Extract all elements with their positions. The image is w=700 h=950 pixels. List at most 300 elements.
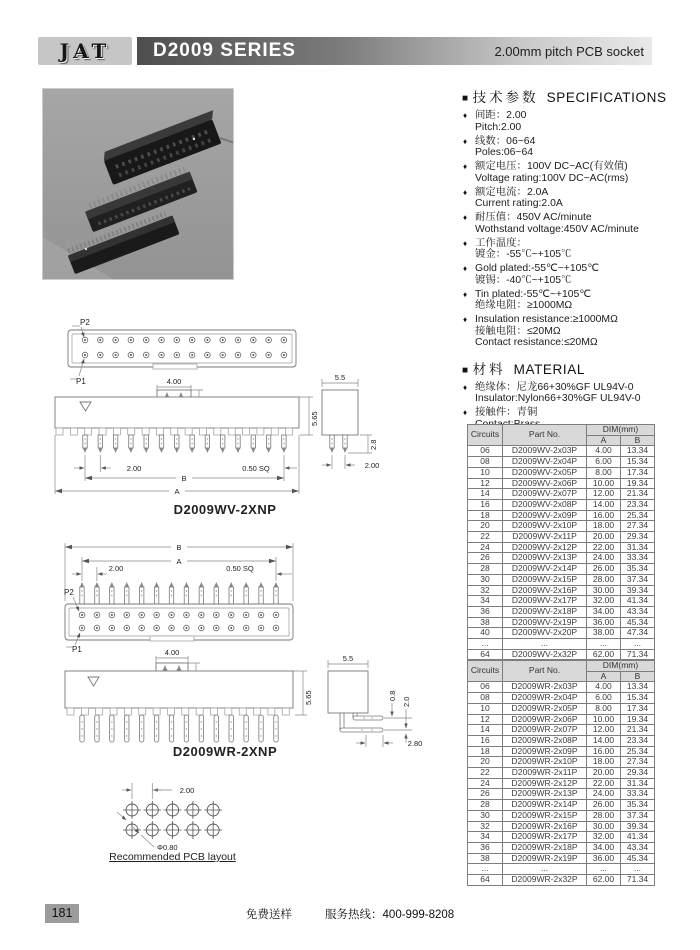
spec-line-text: Contact resistance:≤20MΩ (475, 337, 598, 348)
spec-line (462, 147, 696, 159)
table-cell: 34 (468, 832, 503, 843)
dim-key-width: 4.00 (164, 648, 180, 657)
pin2-label: P2 (80, 318, 90, 327)
col-header-dim: DIM(mm) (587, 661, 655, 672)
table-cell: 06 (468, 446, 503, 457)
dim-body-height: 5.65 (310, 411, 319, 426)
spec-line-text: 工作温度： (475, 237, 527, 249)
spec-line-text: 绝缘电阻：≥1000MΩ (475, 300, 573, 311)
spec-line-text: 接触件：青铜 (475, 407, 538, 418)
table-cell: D2009WV-2x11P (503, 532, 587, 543)
table-cell: D2009WV-2x32P (503, 649, 587, 660)
table-cell: 16.00 (587, 510, 621, 521)
dim-pitch: 2.00 (126, 464, 142, 473)
table-cell: 14.00 (587, 735, 621, 746)
table-cell: 24.00 (587, 553, 621, 564)
table-cell: D2009WR-2x06P (503, 714, 587, 725)
table-cell: 13.34 (621, 446, 655, 457)
table-cell: 10 (468, 467, 503, 478)
material-list (462, 382, 696, 431)
spec-line (462, 187, 696, 199)
diamond-bullet-icon: ♦ (463, 136, 468, 146)
table-cell: D2009WR-2x10P (503, 757, 587, 768)
table-cell: 39.34 (621, 821, 655, 832)
table-cell: 64 (468, 649, 503, 660)
table-cell: 16.00 (587, 746, 621, 757)
table-cell: 33.34 (621, 789, 655, 800)
table-cell: 25.34 (621, 510, 655, 521)
table-cell: ... (587, 639, 621, 650)
table-cell: 27.34 (621, 521, 655, 532)
table-cell: D2009WR-2x32P (503, 875, 587, 886)
table-cell: 31.34 (621, 778, 655, 789)
table-cell: 71.34 (621, 875, 655, 886)
table-cell: 47.34 (621, 628, 655, 639)
brand-logo (38, 37, 132, 65)
table-cell: D2009WR-2x12P (503, 778, 587, 789)
table-cell: 10.00 (587, 478, 621, 489)
spec-line (462, 249, 696, 261)
dim-pin-thickness: 0.8 (388, 690, 397, 701)
spec-line (462, 289, 696, 301)
table-cell: 32 (468, 585, 503, 596)
table-cell: 12.00 (587, 489, 621, 500)
table-cell: 19.34 (621, 714, 655, 725)
table-row (468, 757, 655, 768)
table-cell: 62.00 (587, 649, 621, 660)
table-cell: 45.34 (621, 853, 655, 864)
dim-side-width: 5.5 (334, 373, 346, 382)
pin1-label: P1 (72, 645, 82, 654)
dim-hole-diameter: Φ0.80 (157, 843, 178, 852)
spec-line-text: Wothstand voltage:450V AC/minute (475, 223, 639, 235)
table-cell: D2009WV-2x13P (503, 553, 587, 564)
table-row (468, 532, 655, 543)
square-bullet-icon: ■ (462, 364, 469, 376)
table-cell: 41.34 (621, 832, 655, 843)
table-row (468, 628, 655, 639)
series-title-bar (137, 37, 652, 65)
table-cell: ... (503, 639, 587, 650)
dim-a: A (176, 557, 182, 566)
series-title: D2009 SERIES (153, 40, 296, 61)
spec-line-text: Gold plated:-55℃~+105℃ (475, 263, 599, 274)
spec-line-text: 额定电压：100V DC~AC(有效值) (475, 161, 628, 172)
table-cell: D2009WR-2x19P (503, 853, 587, 864)
table-cell: 26.00 (587, 800, 621, 811)
spec-line (462, 173, 696, 185)
table-cell: 12 (468, 478, 503, 489)
spec-line-text: 接触电阻：≤20MΩ (475, 325, 561, 337)
part-label-wv: D2009WV-2XNP (173, 502, 277, 517)
table-cell: 28 (468, 800, 503, 811)
table-cell: D2009WR-2x03P (503, 682, 587, 693)
pcb-layout-caption: Recommended PCB layout (109, 851, 236, 863)
wv-pin-row (83, 435, 286, 453)
table-cell: D2009WV-2x17P (503, 596, 587, 607)
table-cell: 20.00 (587, 532, 621, 543)
product-subtitle: 2.00mm pitch PCB socket (494, 43, 644, 59)
table-row (468, 467, 655, 478)
table-cell: 18 (468, 510, 503, 521)
table-cell: D2009WR-2x17P (503, 832, 587, 843)
table-cell: ... (587, 864, 621, 875)
table-cell: D2009WV-2x15P (503, 574, 587, 585)
spec-line-text: 镀锡：-40℃~+105℃ (475, 274, 572, 286)
drawing-wr-side (318, 655, 453, 770)
spec-line (462, 314, 696, 326)
table-cell: D2009WV-2x18P (503, 606, 587, 617)
table-cell: 22 (468, 532, 503, 543)
square-bullet-icon: ■ (462, 93, 469, 104)
table-cell: 43.34 (621, 842, 655, 853)
table-cell: 21.34 (621, 489, 655, 500)
product-photo-image (43, 89, 233, 279)
specs-column (462, 86, 696, 430)
diamond-bullet-icon: ♦ (463, 264, 468, 273)
table-cell: 38 (468, 617, 503, 628)
table-cell: D2009WV-2x03P (503, 446, 587, 457)
table-cell: 26.00 (587, 564, 621, 575)
dim-pin-gap: 2.0 (402, 696, 411, 707)
table-row (468, 499, 655, 510)
table-row (468, 617, 655, 628)
wv-castellation (56, 428, 293, 435)
spec-line (462, 136, 696, 148)
table-cell: D2009WV-2x06P (503, 478, 587, 489)
table-cell: 37.34 (621, 810, 655, 821)
table-cell: 64 (468, 875, 503, 886)
table-cell: D2009WR-2x16P (503, 821, 587, 832)
table-row (468, 693, 655, 704)
table-cell: 08 (468, 457, 503, 468)
table-cell: 35.34 (621, 564, 655, 575)
spec-line (462, 161, 696, 173)
table-row (468, 864, 655, 875)
table-cell: 20 (468, 521, 503, 532)
pin2-label: P2 (64, 588, 74, 597)
spec-line-text: Pitch:2.00 (475, 121, 522, 133)
table-row (468, 478, 655, 489)
spec-line-text: Voltage rating:100V DC~AC(rms) (475, 172, 629, 184)
spec-line-text: Current rating:2.0A (475, 198, 563, 209)
table-row (468, 446, 655, 457)
table-cell: 34.00 (587, 842, 621, 853)
dim-b: B (181, 474, 187, 483)
dim-pin-square: 0.50 SQ (242, 464, 270, 473)
table-row (468, 725, 655, 736)
col-header-part-no: Part No. (503, 425, 587, 446)
table-cell: 30.00 (587, 585, 621, 596)
table-cell: 18.00 (587, 521, 621, 532)
pcb-hole-row-lower (123, 821, 222, 839)
col-header-b: B (621, 435, 655, 446)
drawing-wv-side (320, 372, 435, 477)
spec-line (462, 275, 696, 287)
table-row (468, 457, 655, 468)
diamond-bullet-icon: ♦ (463, 408, 468, 417)
table-row (468, 553, 655, 564)
table-cell: 6.00 (587, 693, 621, 704)
diamond-bullet-icon: ♦ (463, 111, 468, 120)
spec-line-text: Tin plated:-55℃~+105℃ (475, 288, 591, 300)
brand-logo-text: JAT (59, 39, 111, 63)
diamond-bullet-icon: ♦ (463, 162, 468, 171)
table-cell: D2009WR-2x05P (503, 703, 587, 714)
table-cell: 34.00 (587, 606, 621, 617)
table-cell: 32 (468, 821, 503, 832)
spec-line-text: 镀金：-55℃~+105℃ (475, 249, 572, 260)
table-cell: D2009WR-2x08P (503, 735, 587, 746)
table-row (468, 810, 655, 821)
table-cell: D2009WV-2x19P (503, 617, 587, 628)
spec-line (462, 337, 696, 349)
dim-b: B (176, 543, 182, 552)
table-cell: 35.34 (621, 800, 655, 811)
table-row (468, 778, 655, 789)
table-cell: D2009WR-2x18P (503, 842, 587, 853)
table-cell: 30 (468, 810, 503, 821)
table-cell: 43.34 (621, 606, 655, 617)
table-cell: 23.34 (621, 735, 655, 746)
spec-line-text: 线数：06~64 (475, 135, 536, 147)
table-row (468, 574, 655, 585)
table-cell: 06 (468, 682, 503, 693)
diamond-bullet-icon: ♦ (463, 289, 468, 299)
table-cell: 25.34 (621, 746, 655, 757)
table-cell: 32.00 (587, 596, 621, 607)
table-cell: D2009WR-2x15P (503, 810, 587, 821)
table-cell: 62.00 (587, 875, 621, 886)
table-cell: D2009WR-2x07P (503, 725, 587, 736)
spec-line-text: 额定电流：2.0A (475, 186, 549, 198)
table-cell: 36.00 (587, 617, 621, 628)
table-row (468, 682, 655, 693)
table-cell: 28.00 (587, 810, 621, 821)
pin1-label: P1 (76, 377, 86, 386)
table-cell: ... (621, 864, 655, 875)
table-cell: 13.34 (621, 682, 655, 693)
table-cell: 24 (468, 778, 503, 789)
spec-line-text: Poles:06~64 (475, 147, 534, 158)
table-row (468, 564, 655, 575)
footer-contact (0, 906, 700, 922)
spec-line (462, 326, 696, 338)
table-cell: 17.34 (621, 703, 655, 714)
diamond-bullet-icon: ♦ (463, 213, 468, 222)
table-cell: D2009WR-2x04P (503, 693, 587, 704)
table-cell: 26 (468, 553, 503, 564)
table-cell: 20.00 (587, 768, 621, 779)
table-cell: D2009WV-2x20P (503, 628, 587, 639)
table-row (468, 875, 655, 886)
table-cell: 27.34 (621, 757, 655, 768)
dim-side-pin-length: 2.8 (369, 439, 378, 450)
table-cell: 38.00 (587, 628, 621, 639)
dim-hole-pitch: 2.00 (179, 786, 195, 795)
table-cell: D2009WV-2x10P (503, 521, 587, 532)
spec-line-text: 耐压值：450V AC/minute (475, 212, 592, 223)
col-header-part-no: Part No. (503, 661, 587, 682)
table-cell: 8.00 (587, 467, 621, 478)
table-cell: 40 (468, 628, 503, 639)
table-cell: D2009WV-2x14P (503, 564, 587, 575)
table-cell: 08 (468, 693, 503, 704)
table-cell: 10.00 (587, 714, 621, 725)
spec-line-text: Insulation resistance:≥1000MΩ (475, 314, 618, 325)
footer-free-sample: 免费送样 (245, 909, 292, 921)
diamond-bullet-icon: ♦ (463, 187, 468, 197)
table-cell: 36 (468, 606, 503, 617)
table-cell: 4.00 (587, 446, 621, 457)
col-header-dim: DIM(mm) (587, 425, 655, 436)
table-cell: 36.00 (587, 853, 621, 864)
spec-line (462, 382, 696, 394)
table-cell: 28.00 (587, 574, 621, 585)
table-row (468, 510, 655, 521)
table-row (468, 789, 655, 800)
spec-line (462, 110, 696, 122)
diamond-bullet-icon: ♦ (463, 382, 468, 392)
table-cell: D2009WR-2x09P (503, 746, 587, 757)
table-cell: 20 (468, 757, 503, 768)
table-cell: 15.34 (621, 693, 655, 704)
dimension-table-wr (467, 660, 655, 886)
col-header-circuits: Circuits (468, 661, 503, 682)
col-header-circuits: Circuits (468, 425, 503, 446)
table-cell: 14.00 (587, 499, 621, 510)
table-row (468, 606, 655, 617)
table-cell: 16 (468, 735, 503, 746)
dim-side-width: 5.5 (342, 655, 354, 663)
table-cell: 24.00 (587, 789, 621, 800)
specifications-heading: ■ 技术参数 SPECIFICATIONS (462, 90, 667, 105)
table-cell: 18 (468, 746, 503, 757)
table-cell: 16 (468, 499, 503, 510)
table-cell: 29.34 (621, 532, 655, 543)
spec-line (462, 238, 696, 250)
table-row (468, 649, 655, 660)
dim-a: A (174, 487, 180, 496)
spec-line (462, 122, 696, 134)
part-label-wr: D2009WR-2XNP (172, 744, 278, 759)
table-cell: 22.00 (587, 542, 621, 553)
table-row (468, 746, 655, 757)
dim-key-width: 4.00 (166, 377, 182, 386)
wr-castellation (67, 708, 289, 715)
table-cell: 26 (468, 789, 503, 800)
footer-hotline: 服务热线：400-999-8208 (325, 909, 455, 921)
table-cell: 71.34 (621, 649, 655, 660)
table-cell: 41.34 (621, 596, 655, 607)
table-cell: 10 (468, 703, 503, 714)
table-cell: 4.00 (587, 682, 621, 693)
table-cell: ... (503, 864, 587, 875)
table-cell: 22.00 (587, 778, 621, 789)
table-cell: 30 (468, 574, 503, 585)
table-row (468, 639, 655, 650)
table-cell: 29.34 (621, 768, 655, 779)
table-cell: 31.34 (621, 542, 655, 553)
table-cell: 39.34 (621, 585, 655, 596)
table-cell: 21.34 (621, 725, 655, 736)
table-row (468, 521, 655, 532)
table-cell: 14 (468, 725, 503, 736)
spec-line (462, 224, 696, 236)
table-cell: 34 (468, 596, 503, 607)
table-cell: 23.34 (621, 499, 655, 510)
table-cell: ... (621, 639, 655, 650)
table-cell: D2009WR-2x14P (503, 800, 587, 811)
table-cell: ... (468, 864, 503, 875)
dim-body-height: 5.65 (304, 690, 313, 705)
table-cell: 38 (468, 853, 503, 864)
table-cell: 24 (468, 542, 503, 553)
table-cell: 19.34 (621, 478, 655, 489)
col-header-a: A (587, 671, 621, 682)
table-row (468, 596, 655, 607)
table-cell: 36 (468, 842, 503, 853)
wr-pin-row-down (80, 715, 278, 742)
material-heading: ■ 材料 MATERIAL (462, 361, 585, 377)
table-cell: 32.00 (587, 832, 621, 843)
dim-pin-reach: 2.80 (407, 739, 423, 748)
table-row (468, 821, 655, 832)
table-cell: 6.00 (587, 457, 621, 468)
table-cell: D2009WR-2x11P (503, 768, 587, 779)
table-cell: 12 (468, 714, 503, 725)
table-row (468, 735, 655, 746)
table-cell: 28 (468, 564, 503, 575)
table-cell: D2009WV-2x07P (503, 489, 587, 500)
table-row (468, 768, 655, 779)
table-row (468, 832, 655, 843)
product-photo (42, 88, 234, 280)
table-cell: D2009WV-2x12P (503, 542, 587, 553)
table-cell: D2009WV-2x08P (503, 499, 587, 510)
diamond-bullet-icon: ♦ (463, 315, 468, 324)
table-cell: ... (468, 639, 503, 650)
spec-line (462, 300, 696, 312)
col-header-b: B (621, 671, 655, 682)
spec-line-text: 间距：2.00 (475, 110, 527, 121)
table-row (468, 800, 655, 811)
spec-line (462, 212, 696, 224)
dim-side-pitch: 2.00 (364, 461, 380, 470)
table-row (468, 853, 655, 864)
table-cell: 14 (468, 489, 503, 500)
table-cell: 37.34 (621, 574, 655, 585)
table-cell: 22 (468, 768, 503, 779)
col-header-a: A (587, 435, 621, 446)
table-row (468, 489, 655, 500)
table-cell: 15.34 (621, 457, 655, 468)
diamond-bullet-icon: ♦ (463, 238, 468, 248)
page-number: 181 (45, 904, 79, 923)
table-row (468, 714, 655, 725)
table-cell: 45.34 (621, 617, 655, 628)
specifications-list (462, 110, 696, 349)
dimension-table-wv (467, 424, 655, 660)
spec-line (462, 263, 696, 275)
table-cell: 33.34 (621, 553, 655, 564)
pcb-hole-row-upper (123, 801, 222, 819)
table-cell: D2009WR-2x13P (503, 789, 587, 800)
table-cell: D2009WV-2x05P (503, 467, 587, 478)
spec-line-text: Insulator:Nylon66+30%GF UL94V-0 (475, 393, 641, 404)
dim-pin-square: 0.50 SQ (226, 564, 254, 573)
wr-pin-row-up (80, 582, 278, 604)
